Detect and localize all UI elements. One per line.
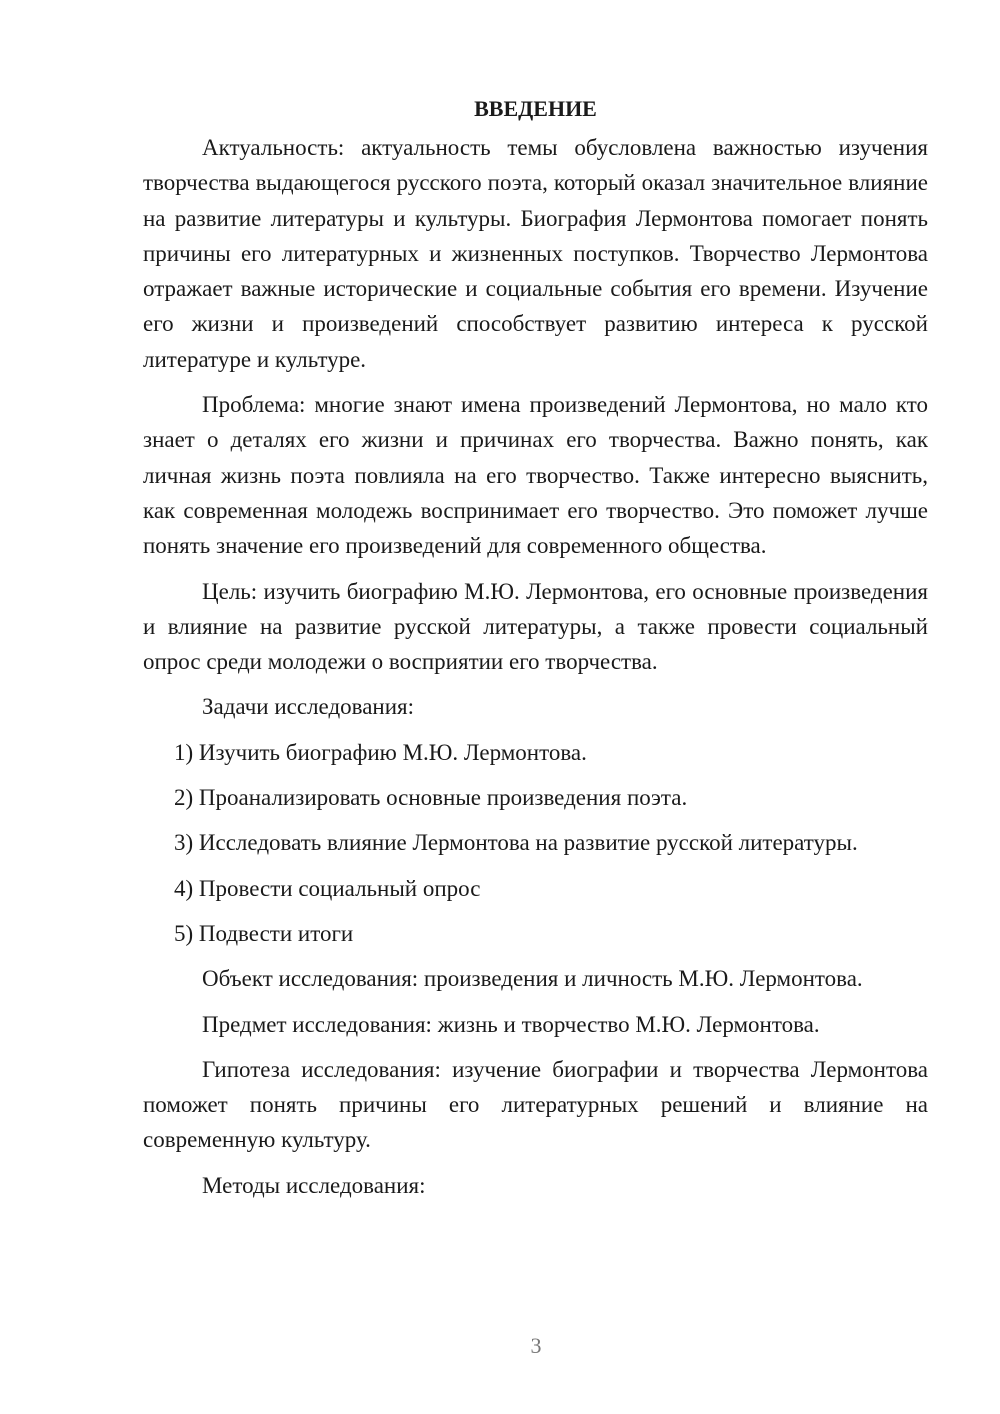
paragraph-subject: Предмет исследования: жизнь и творчество М.Ю. Лермонтова.	[202, 1011, 820, 1037]
tasks-list	[143, 735, 928, 951]
paragraph-object: Объект исследования: произведения и личность М.Ю. Лермонтова.	[202, 966, 863, 992]
paragraph-relevance: Актуальность: актуальность темы обусловлена важностью изучения творчества выдающегося русского поэта, который оказал значительное влияние на развитие литературы и культуры. Биография Лермонтова помогает понять причины его литературных и жизненных поступков. Творчество Лермонтова отражает важные исторические и социальные события его времени. Изучение его жизни и произведений способствует развитию интереса к русской литературе и культуре.	[143, 135, 928, 372]
methods-heading: Методы исследования:	[202, 1172, 426, 1198]
list-item: 2) Проанализировать основные произведения поэта.	[174, 785, 688, 811]
page-title: ВВЕДЕНИЕ	[474, 96, 597, 121]
page-content	[143, 94, 928, 1213]
list-item: 5) Подвести итоги	[174, 920, 354, 946]
page-number: 3	[530, 1333, 542, 1358]
paragraph-hypothesis: Гипотеза исследования: изучение биографии и творчества Лермонтова поможет понять причины его литературных решений и влияние на современную культуру.	[143, 1056, 928, 1153]
paragraph-goal: Цель: изучить биографию М.Ю. Лермонтова, его основные произведения и влияние на развитие русской литературы, а также провести социальный опрос среди молодежи о восприятии его творчества.	[143, 578, 928, 675]
list-item: 1) Изучить биографию М.Ю. Лермонтова.	[174, 739, 587, 765]
tasks-heading: Задачи исследования:	[202, 694, 415, 720]
list-item: 3) Исследовать влияние Лермонтова на развитие русской литературы.	[174, 830, 858, 856]
paragraph-problem: Проблема: многие знают имена произведений Лермонтова, но мало кто знает о деталях его жизни и причинах его творчества. Важно понять, как личная жизнь поэта повлияла на его творчество. Также интересно выяснить, как современная молодежь воспринимает его творчество. Это поможет лучше понять значение его произведений для современного общества.	[143, 392, 928, 559]
list-item: 4) Провести социальный опрос	[174, 875, 481, 901]
